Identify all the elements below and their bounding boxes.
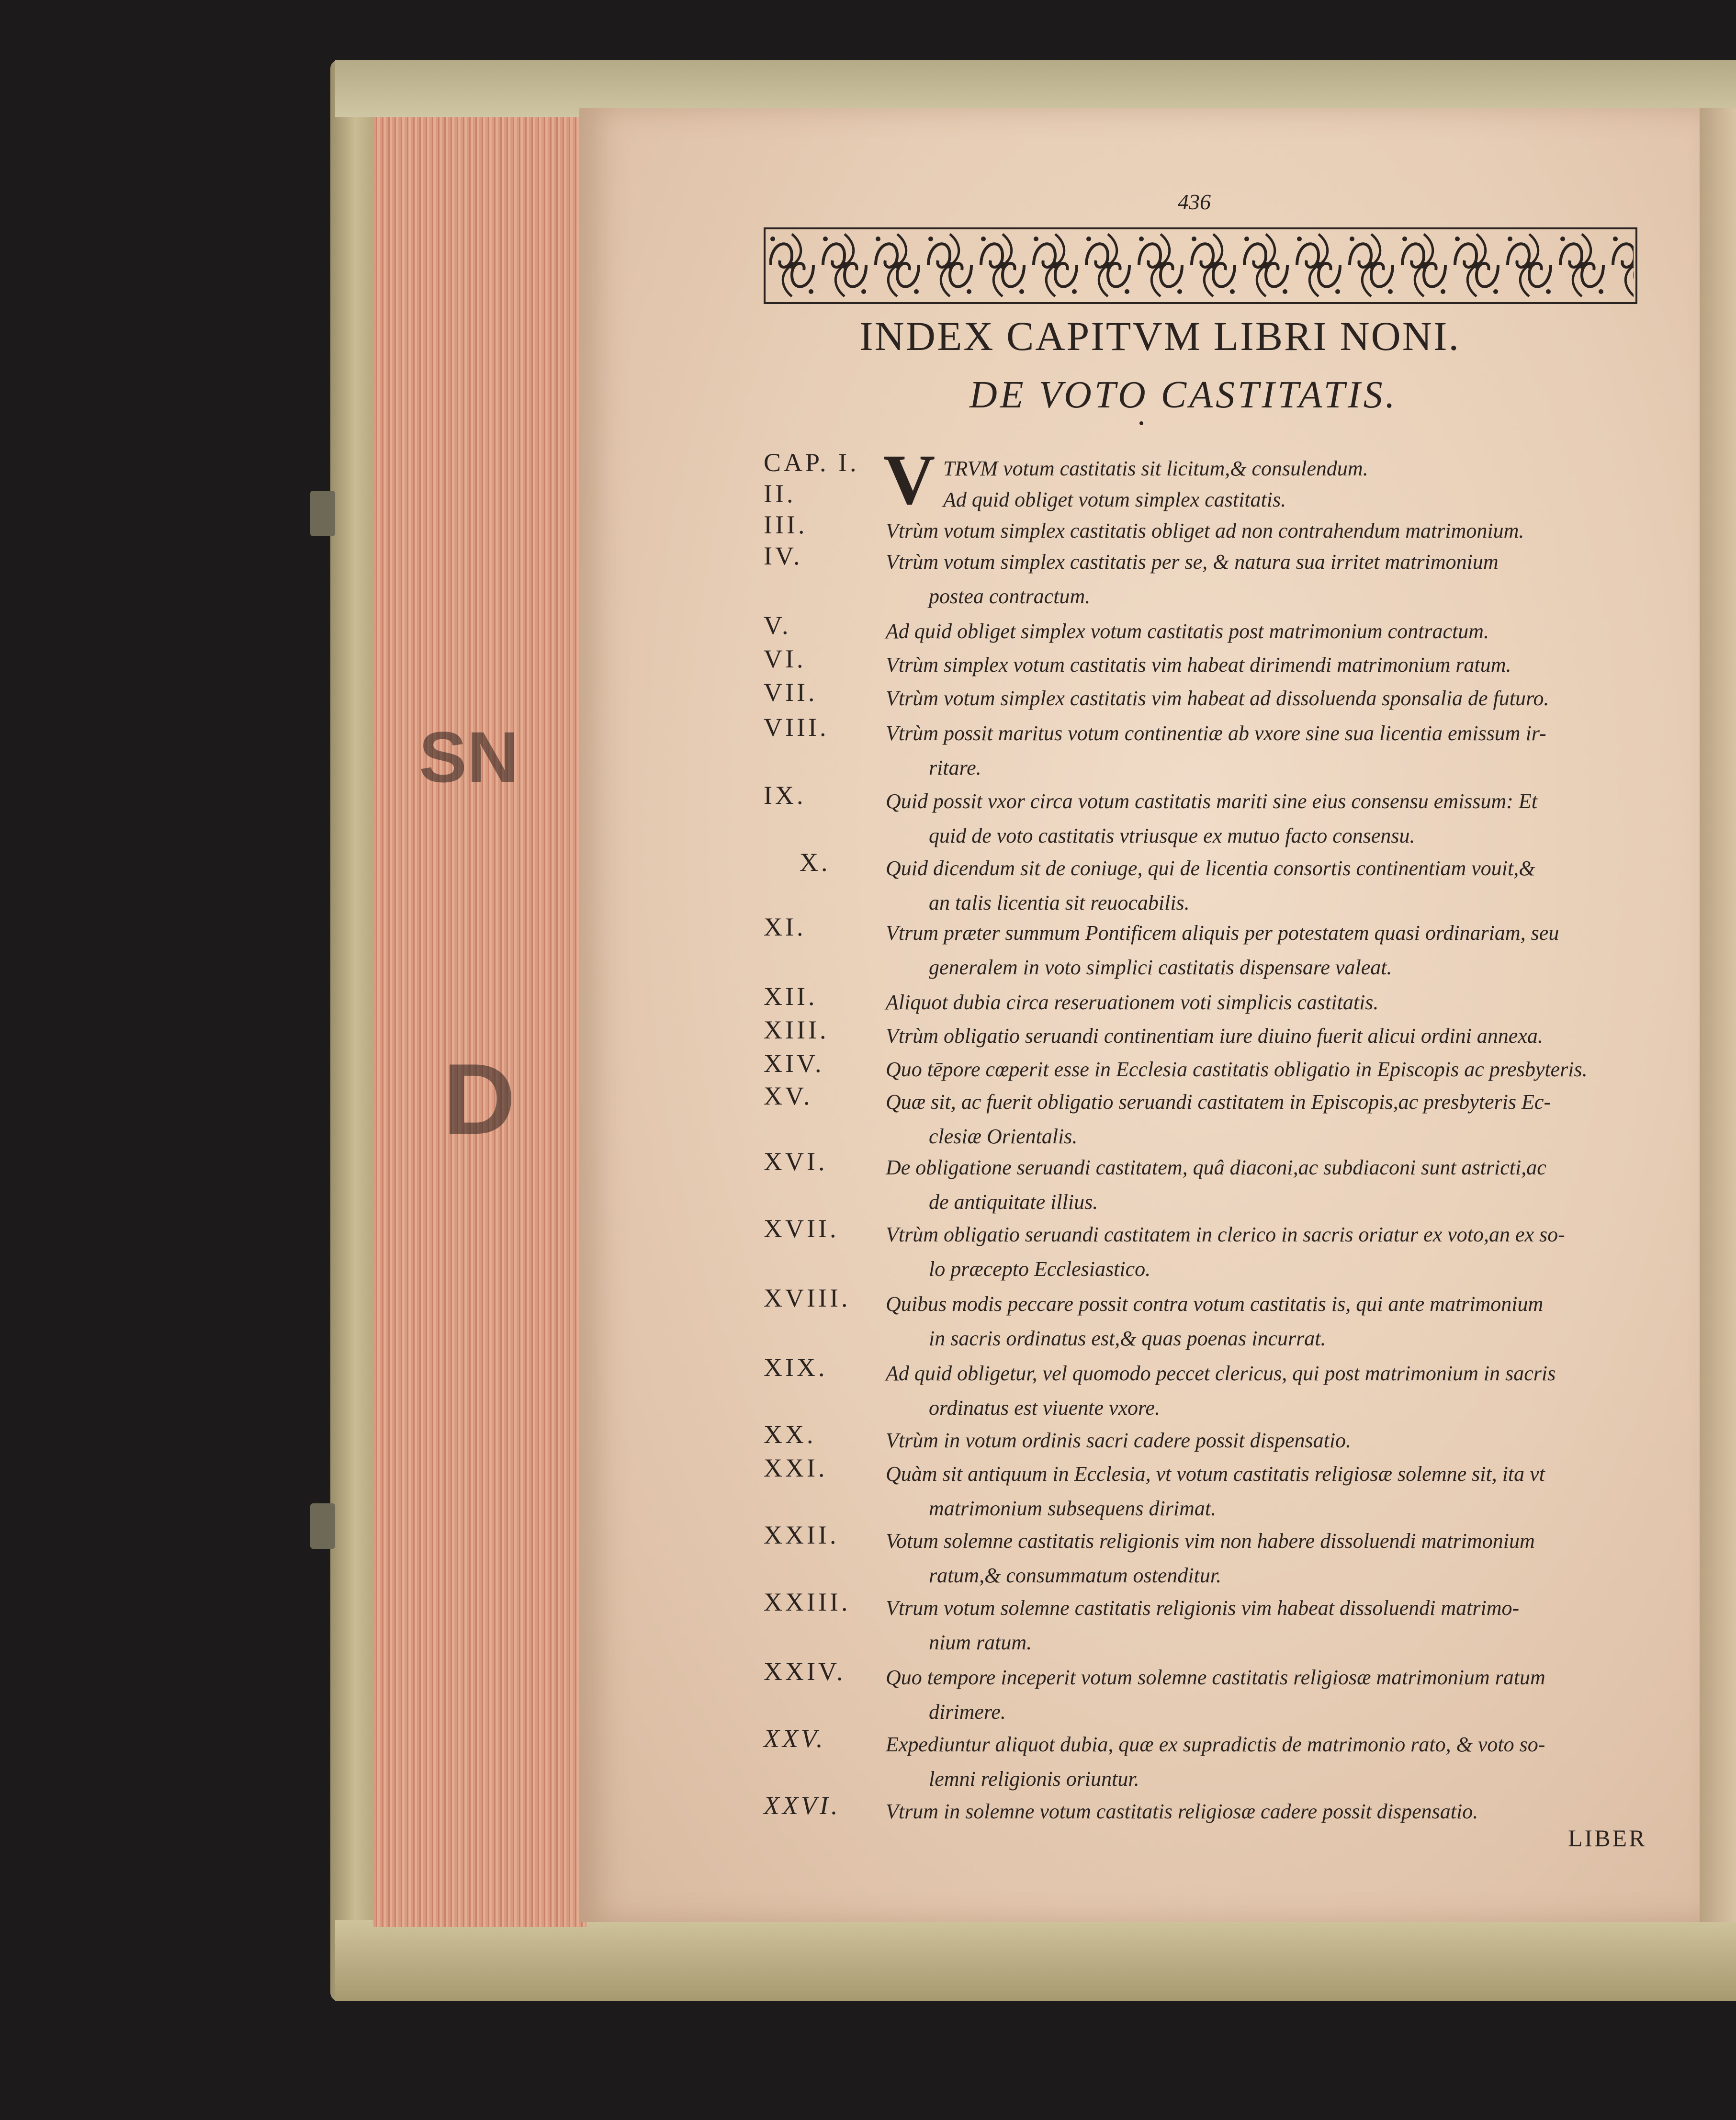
description-line: dirimere.	[929, 1700, 1006, 1724]
ornament-pattern	[766, 229, 1637, 304]
index-entry	[764, 1657, 1664, 1724]
chapter-number: XV.	[764, 1082, 813, 1110]
index-entry	[764, 1353, 1664, 1420]
description-line: Vtrum in solemne votum castitatis religiosæ cadere possit dispensatio.	[886, 1800, 1478, 1823]
chapter-description	[886, 1218, 1647, 1286]
description-line: Ad quid obliget simplex votum castitatis post matrimonium contractum.	[886, 620, 1489, 643]
description-line: Quo tēpore cœperit esse in Ecclesia castitatis obligatio in Episcopis ac presbyteris.	[886, 1058, 1588, 1081]
description-line: Vtrùm votum simplex castitatis vim habeat ad dissoluenda sponsalia de futuro.	[886, 687, 1549, 710]
chapter-description	[886, 1457, 1647, 1526]
description-line: Quid possit vxor circa votum castitatis mariti sine eius consensu emissum: Et	[886, 789, 1538, 813]
chapter-number: V.	[764, 611, 791, 640]
chapter-number: XXVI.	[764, 1791, 841, 1820]
chapter-description	[886, 1727, 1647, 1796]
chapter-number: CAP. I.	[764, 448, 859, 477]
description-line: Vtrùm obligatio seruandi castitatem in clerico in sacris oriatur ex voto,an ex so-	[886, 1223, 1565, 1246]
description-line: postea contractum.	[929, 585, 1091, 608]
chapter-description	[886, 681, 1647, 716]
chapter-description	[886, 545, 1647, 614]
description-line: Vtrùm votum simplex castitatis per se, & natura sua irritet matrimonium	[886, 550, 1499, 574]
description-line: in sacris ordinatus est,& quas poenas incurrat.	[929, 1327, 1326, 1350]
index-entry	[764, 847, 1664, 914]
description-line: Vtrum præter summum Pontificem aliquis per potestatem quasi ordinariam, seu	[886, 921, 1559, 945]
chapter-description	[886, 1524, 1647, 1593]
description-line: Quo tempore inceperit votum solemne castitatis religiosæ matrimonium ratum	[886, 1666, 1545, 1689]
description-line: ratum,& consummatum ostenditur.	[929, 1564, 1222, 1587]
chapter-number: XII.	[764, 982, 818, 1011]
chapter-number: IV.	[764, 541, 803, 570]
chapter-number: XIV.	[764, 1049, 824, 1078]
cover-bottom-edge	[335, 1920, 1736, 2001]
chapter-number: III.	[764, 510, 808, 539]
page-title: INDEX CAPITVM LIBRI NONI.	[859, 313, 1461, 359]
page-block-edge	[373, 117, 586, 1927]
chapter-description	[886, 1591, 1647, 1660]
chapter-description	[886, 1356, 1647, 1425]
description-line: lemni religionis oriuntur.	[929, 1767, 1139, 1791]
description-line: Ad quid obliget votum simplex castitatis.	[943, 488, 1286, 511]
chapter-number: XXV.	[764, 1724, 826, 1753]
description-line: matrimonium subsequens dirimat.	[929, 1497, 1217, 1520]
chapter-number: XVIII.	[764, 1284, 851, 1312]
chapter-number: II.	[764, 479, 796, 508]
index-entry	[764, 1214, 1664, 1281]
description-line: Quæ sit, ac fuerit obligatio seruandi castitatem in Episcopis,ac presbyteris Ec-	[886, 1090, 1551, 1114]
chapter-number: XXIV.	[764, 1657, 846, 1686]
chapter-description	[886, 784, 1647, 853]
chapter-number: VI.	[764, 644, 806, 673]
description-line: Vtrùm in votum ordinis sacri cadere possit dispensatio.	[886, 1429, 1352, 1452]
description-line: Vtrùm obligatio seruandi continentiam iure diuino fuerit alicui ordini annexa.	[886, 1024, 1543, 1048]
description-line: Vtrùm possit maritus votum continentiæ ab vxore sine sua licentia emissum ir-	[886, 722, 1546, 745]
chapter-number: XXII.	[764, 1521, 839, 1549]
chapter-description	[886, 1287, 1647, 1356]
description-line: de antiquitate illius.	[929, 1190, 1098, 1214]
printer-dot	[1139, 421, 1143, 425]
index-entry	[764, 541, 1664, 608]
chapter-number: IX.	[764, 781, 806, 810]
description-line: Vtrum votum solemne castitatis religionis vim habeat dissoluendi matrimo-	[886, 1596, 1520, 1620]
description-line: ritare.	[929, 756, 981, 779]
index-entry	[764, 712, 1664, 779]
chapter-number: XI.	[764, 913, 806, 941]
chapter-number: XIX.	[764, 1353, 828, 1382]
description-line: Quid dicendum sit de coniuge, qui de licentia consortis continentiam vouit,&	[886, 857, 1535, 880]
description-line: TRVM votum castitatis sit licitum,& consulendum.	[943, 457, 1368, 480]
index-entry	[764, 1081, 1664, 1148]
chapter-description	[886, 851, 1647, 920]
chapter-number: XIII.	[764, 1015, 829, 1044]
description-line: nium ratum.	[929, 1631, 1032, 1654]
description-line: Aliquot dubia circa reseruationem voti simplicis castitatis.	[886, 991, 1379, 1014]
description-line: Quibus modis peccare possit contra votum castitatis is, qui ante matrimonium	[886, 1292, 1544, 1316]
chapter-number: XXIII.	[764, 1588, 851, 1616]
chapter-number: XX.	[764, 1420, 816, 1449]
chapter-number: X.	[800, 848, 831, 877]
edge-mark-d: D	[443, 1043, 516, 1155]
chapter-description	[886, 1150, 1647, 1219]
index-entry	[764, 1791, 1664, 1858]
description-line: lo præcepto Ecclesiastico.	[929, 1257, 1151, 1281]
clasp-hinge	[310, 1503, 335, 1549]
index-entry	[764, 1587, 1664, 1654]
adjacent-page-edge	[1700, 108, 1736, 1922]
chapter-number: XVI.	[764, 1147, 828, 1176]
chapter-number: VII.	[764, 678, 818, 707]
description-line: Votum solemne castitatis religionis vim non habere dissoluendi matrimonium	[886, 1529, 1535, 1553]
page-number: 436	[1178, 190, 1211, 214]
chapter-number: VIII.	[764, 713, 829, 742]
chapter-description	[886, 916, 1647, 985]
index-entry	[764, 780, 1664, 847]
catchword: LIBER	[1568, 1825, 1647, 1851]
index-entry	[764, 1147, 1664, 1214]
index-entry	[764, 1520, 1664, 1587]
index-entry	[764, 1724, 1664, 1791]
description-line: Quàm sit antiquum in Ecclesia, vt votum castitatis religiosæ solemne sit, ita vt	[886, 1462, 1545, 1486]
chapter-description	[886, 1794, 1647, 1829]
chapter-description	[886, 1085, 1647, 1154]
page-subtitle: DE VOTO CASTITATIS.	[969, 374, 1398, 416]
description-line: quid de voto castitatis vtriusque ex mutuo facto consensu.	[929, 824, 1415, 847]
drop-capital: V	[883, 440, 936, 519]
index-entry	[764, 1453, 1664, 1520]
chapter-description	[886, 716, 1647, 785]
description-line: Ad quid obligetur, vel quomodo peccet clericus, qui post matrimonium in sacris	[886, 1362, 1556, 1385]
chapter-number: XVII.	[764, 1214, 839, 1243]
edge-mark-sn: SN	[419, 717, 519, 797]
description-line: clesiæ Orientalis.	[929, 1125, 1078, 1148]
description-line: an talis licentia sit reuocabilis.	[929, 891, 1190, 914]
clasp-hinge	[310, 491, 335, 536]
index-entry	[764, 1283, 1664, 1350]
index-entry	[764, 912, 1664, 979]
description-line: Vtrùm votum simplex castitatis obliget ad non contrahendum matrimonium.	[886, 519, 1524, 542]
description-line: De obligatione seruandi castitatem, quâ diaconi,ac subdiaconi sunt astricti,ac	[886, 1156, 1546, 1179]
description-line: ordinatus est viuente vxore.	[929, 1396, 1161, 1420]
chapter-number: XXI.	[764, 1454, 828, 1482]
description-line: generalem in voto simplici castitatis dispensare valeat.	[929, 956, 1392, 979]
ornament-band	[764, 227, 1637, 304]
chapter-description	[886, 1660, 1647, 1729]
description-line: Vtrùm simplex votum castitatis vim habeat dirimendi matrimonium ratum.	[886, 653, 1511, 677]
description-line: Expediuntur aliquot dubia, quæ ex supradictis de matrimonio rato, & voto so-	[886, 1733, 1545, 1756]
